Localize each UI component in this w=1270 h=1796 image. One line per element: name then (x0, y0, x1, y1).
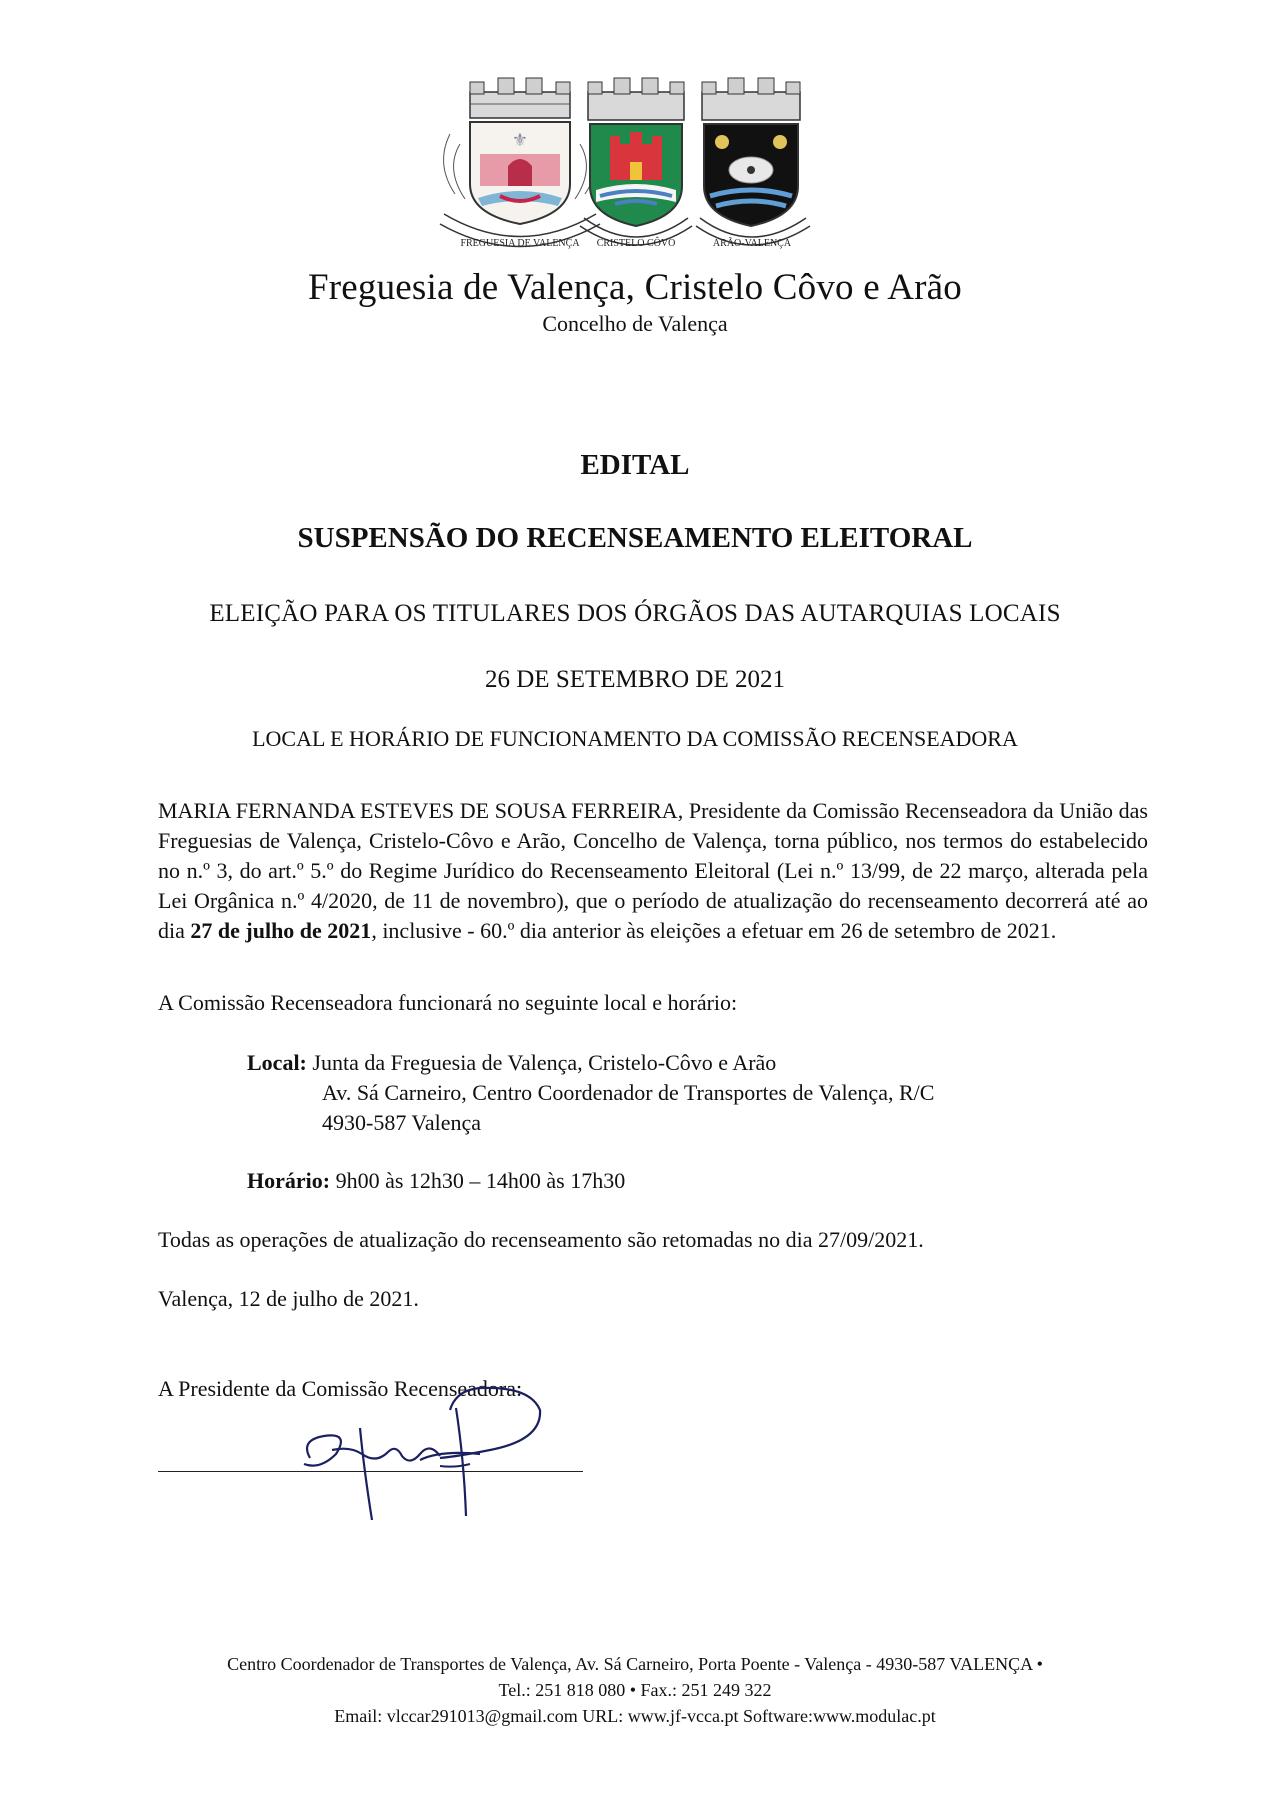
election-title: ELEIÇÃO PARA OS TITULARES DOS ÓRGÃOS DAS AUTARQUIAS LOCAIS (209, 600, 1061, 627)
seal-right-text: ARÃO-VALENÇA (712, 238, 792, 249)
arao-coat-of-arms (696, 78, 810, 249)
horario-label: Horário: (247, 1168, 331, 1193)
location-intro: A Comissão Recenseadora funcionará no seguinte local e horário: (158, 990, 738, 1015)
cristelo-covo-coat-of-arms (580, 78, 692, 249)
svg-text:⚜: ⚜ (511, 130, 529, 150)
announcement-text-part1: MARIA FERNANDA ESTEVES DE SOUSA FERREIRA, Presidente da Comissão Recenseadora da União das Freguesias de Valença, Cristelo-Côvo e Arão, Concelho de Valença, torna público, nos termos do estabelecido no n.º 3, do art.º 5.º do Regime Jurídico do Recenseamento Eleitoral (Lei n.º 13/99, de 22 março, alterada pela Lei Orgânica n.º 4/2020, de 11 de novembro), que o período de atualização do recenseamento decorrerá até ao dia (158, 798, 1148, 943)
footer-contacts: Email: vlccar291013@gmail.com URL: www.jf-vcca.pt Software:www.modulac.pt (334, 1706, 936, 1726)
handwritten-signature (280, 1370, 580, 1520)
resume-notice: Todas as operações de atualização do recenseamento são retomadas no dia 27/09/2021. (158, 1227, 924, 1252)
seal-left-text: FREGUESIA DE VALENÇA (460, 238, 580, 249)
seal-center-text: CRISTELO CÔVO (596, 238, 676, 249)
location-heading: LOCAL E HORÁRIO DE FUNCIONAMENTO DA COMISSÃO RECENSEADORA (252, 726, 1018, 751)
document-subject: SUSPENSÃO DO RECENSEAMENTO ELEITORAL (297, 522, 973, 554)
announcement-text-part2: , inclusive - 60.º dia anterior às eleições a efetuar em 26 de setembro de 2021. (371, 918, 1057, 943)
opening-hours (247, 1166, 625, 1196)
document-heading: EDITAL (580, 449, 690, 481)
local-label: Local: (247, 1050, 307, 1075)
parish-title: Freguesia de Valença, Cristelo Côvo e Arão (307, 267, 963, 308)
local-line-1: Junta da Freguesia de Valença, Cristelo-Côvo e Arão (312, 1050, 777, 1075)
place-and-date: Valença, 12 de julho de 2021. (158, 1286, 419, 1311)
footer-address: Centro Coordenador de Transportes de Valença, Av. Sá Carneiro, Porta Poente - Valença - 4930-587 VALENÇA • (227, 1654, 1043, 1674)
announcement-paragraph (158, 796, 1148, 946)
valenca-coat-of-arms (440, 78, 600, 249)
local-line-2: Av. Sá Carneiro, Centro Coordenador de Transportes de Valença, R/C (322, 1080, 935, 1105)
location-details (247, 1048, 934, 1138)
election-date: 26 DE SETEMBRO DE 2021 (485, 666, 785, 693)
horario-value: 9h00 às 12h30 – 14h00 às 17h30 (335, 1168, 626, 1193)
footer-phones: Tel.: 251 818 080 • Fax.: 251 249 322 (498, 1680, 772, 1700)
deadline-date: 27 de julho de 2021 (190, 918, 372, 943)
local-line-3: 4930-587 Valença (322, 1110, 482, 1135)
municipality-subtitle: Concelho de Valença (542, 311, 728, 336)
coats-of-arms (430, 74, 840, 264)
signer-label: A Presidente da Comissão Recenseadora: (158, 1376, 523, 1401)
